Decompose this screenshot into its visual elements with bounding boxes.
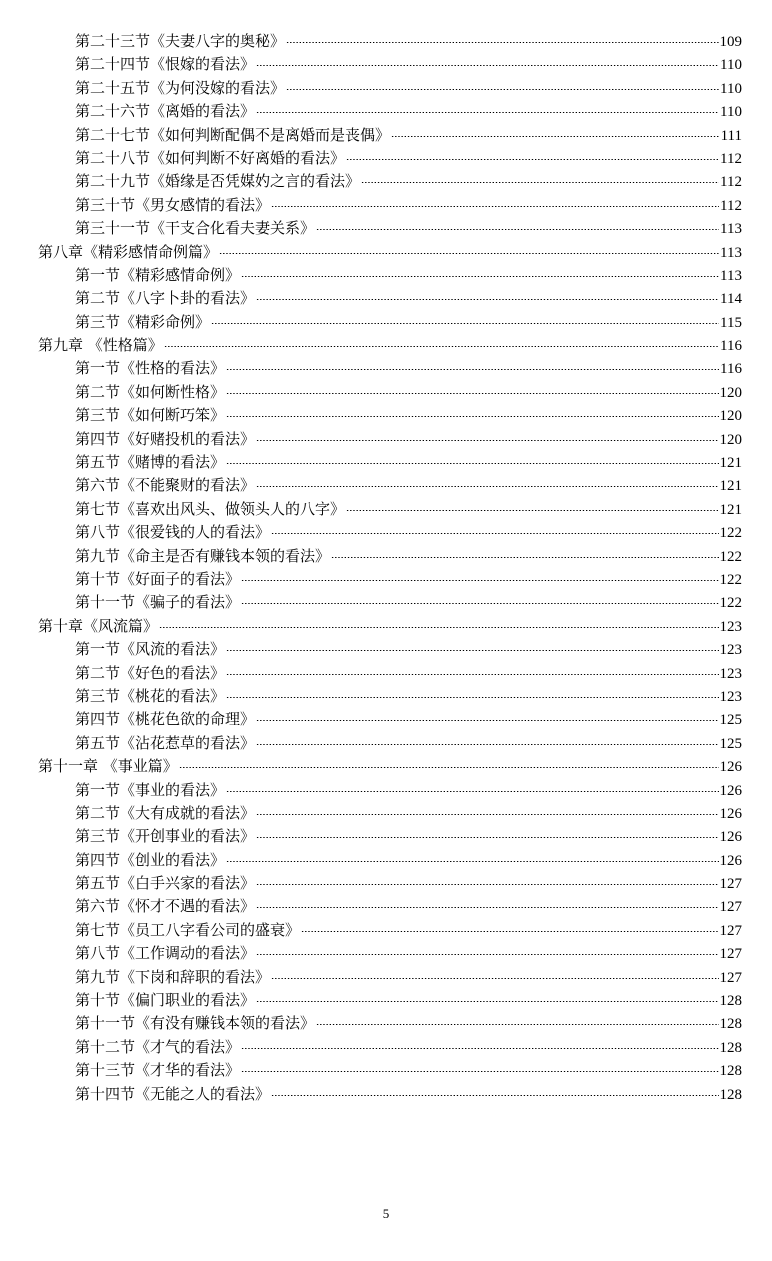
toc-entry-title: 第八节《工作调动的看法》 xyxy=(75,944,256,963)
toc-entry-title: 第二节《大有成就的看法》 xyxy=(75,803,256,822)
toc-chapter-row xyxy=(38,334,742,357)
toc-entry-page: 127 xyxy=(719,899,742,916)
toc-entry-page: 114 xyxy=(720,291,742,308)
toc-entry-title: 第二节《好色的看法》 xyxy=(75,663,226,682)
toc-section-row xyxy=(38,849,742,872)
toc-entry-title: 第二十九节《婚缘是否凭媒妁之言的看法》 xyxy=(75,172,361,191)
dot-leader xyxy=(256,744,718,745)
dot-leader xyxy=(256,907,718,908)
toc-section-row xyxy=(38,474,742,497)
toc-entry-page: 122 xyxy=(719,525,742,542)
dot-leader xyxy=(241,1048,718,1049)
toc-entry-page: 123 xyxy=(719,642,742,659)
toc-entry-page: 113 xyxy=(720,221,742,238)
dot-leader xyxy=(226,393,718,394)
toc-entry-title: 第七节《员工八字看公司的盛衰》 xyxy=(75,920,301,939)
toc-entry-page: 113 xyxy=(720,267,742,284)
toc-section-row xyxy=(38,779,742,802)
toc-section-row xyxy=(38,100,742,123)
dot-leader xyxy=(286,42,718,43)
toc-entry-title: 第五节《沾花惹草的看法》 xyxy=(75,733,256,752)
toc-entry-title: 第九节《命主是否有赚钱本领的看法》 xyxy=(75,546,331,565)
toc-section-row xyxy=(38,966,742,989)
toc-section-row xyxy=(38,919,742,942)
toc-entry-title: 第十一节《骗子的看法》 xyxy=(75,593,241,612)
toc-entry-title: 第二十五节《为何没嫁的看法》 xyxy=(75,78,286,97)
toc-entry-page: 112 xyxy=(720,174,742,191)
toc-entry-page: 128 xyxy=(719,1039,742,1056)
toc-section-row xyxy=(38,1083,742,1106)
toc-entry-page: 111 xyxy=(720,127,742,144)
toc-entry-title: 第十一章 《事业篇》 xyxy=(38,757,178,776)
toc-entry-title: 第三十节《男女感情的看法》 xyxy=(75,195,271,214)
toc-entry-title: 第一节《风流的看法》 xyxy=(75,640,226,659)
toc-entry-title: 第三节《如何断巧笨》 xyxy=(75,406,226,425)
toc-entry-page: 126 xyxy=(719,805,742,822)
toc-entry-title: 第二十六节《离婚的看法》 xyxy=(75,102,256,121)
toc-entry-page: 121 xyxy=(719,501,742,518)
dot-leader xyxy=(226,791,718,792)
toc-entry-title: 第九章 《性格篇》 xyxy=(38,336,163,355)
toc-entry-page: 126 xyxy=(719,829,742,846)
toc-entry-page: 121 xyxy=(719,478,742,495)
dot-leader xyxy=(226,650,718,651)
toc-section-row xyxy=(38,1012,742,1035)
dot-leader xyxy=(271,206,719,207)
toc-section-row xyxy=(38,685,742,708)
dot-leader xyxy=(271,978,718,979)
toc-entry-title: 第二节《如何断性格》 xyxy=(75,382,226,401)
toc-entry-title: 第七节《喜欢出风头、做领头人的八字》 xyxy=(75,499,346,518)
toc-entry-page: 122 xyxy=(719,595,742,612)
dot-leader xyxy=(361,182,719,183)
toc-section-row xyxy=(38,591,742,614)
toc-entry-title: 第十节《偏门职业的看法》 xyxy=(75,991,256,1010)
toc-entry-title: 第二十八节《如何判断不好离婚的看法》 xyxy=(75,148,346,167)
toc-section-row xyxy=(38,357,742,380)
dot-leader xyxy=(256,486,718,487)
toc-section-row xyxy=(38,217,742,240)
toc-section-row xyxy=(38,1036,742,1059)
toc-entry-page: 122 xyxy=(719,571,742,588)
toc-section-row xyxy=(38,381,742,404)
toc-section-row xyxy=(38,989,742,1012)
dot-leader xyxy=(271,533,718,534)
dot-leader xyxy=(226,463,718,464)
toc-entry-page: 120 xyxy=(719,384,742,401)
toc-entry-page: 120 xyxy=(719,431,742,448)
toc-section-row xyxy=(38,732,742,755)
toc-entry-title: 第二十三节《夫妻八字的奥秘》 xyxy=(75,32,286,50)
toc-section-row xyxy=(38,147,742,170)
dot-leader xyxy=(241,603,718,604)
toc-entry-title: 第八节《很爱钱的人的看法》 xyxy=(75,523,271,542)
toc-entry-page: 128 xyxy=(719,1016,742,1033)
toc-entry-title: 第九节《下岗和辞职的看法》 xyxy=(75,967,271,986)
toc-chapter-row xyxy=(38,615,742,638)
toc-entry-page: 125 xyxy=(719,712,742,729)
toc-section-row xyxy=(38,568,742,591)
toc-section-row xyxy=(38,170,742,193)
dot-leader xyxy=(271,1095,718,1096)
toc-entry-title: 第四节《好赌投机的看法》 xyxy=(75,429,256,448)
toc-entry-page: 109 xyxy=(719,34,742,50)
dot-leader xyxy=(179,767,719,768)
toc-entry-title: 第十节《好面子的看法》 xyxy=(75,569,241,588)
toc-entry-title: 第三十一节《干支合化看夫妻关系》 xyxy=(75,219,316,238)
toc-entry-title: 第十四节《无能之人的看法》 xyxy=(75,1084,271,1103)
toc-entry-title: 第一节《性格的看法》 xyxy=(75,359,226,378)
toc-entry-page: 110 xyxy=(720,80,742,97)
toc-entry-page: 123 xyxy=(719,688,742,705)
toc-entry-title: 第五节《赌博的看法》 xyxy=(75,453,226,472)
toc-entry-title: 第一节《事业的看法》 xyxy=(75,780,226,799)
toc-entry-page: 128 xyxy=(719,1086,742,1103)
toc-section-row xyxy=(38,311,742,334)
toc-section-row xyxy=(38,451,742,474)
dot-leader xyxy=(256,440,718,441)
toc-entry-page: 122 xyxy=(719,548,742,565)
toc-section-row xyxy=(38,802,742,825)
toc-section-row xyxy=(38,124,742,147)
dot-leader xyxy=(346,159,719,160)
dot-leader xyxy=(226,861,718,862)
toc-entry-page: 126 xyxy=(719,852,742,869)
toc-entry-title: 第三节《开创事业的看法》 xyxy=(75,827,256,846)
dot-leader xyxy=(256,954,718,955)
toc-entry-page: 110 xyxy=(720,57,742,74)
toc-entry-title: 第十二节《才气的看法》 xyxy=(75,1037,241,1056)
dot-leader xyxy=(256,884,718,885)
toc-entry-page: 116 xyxy=(720,361,742,378)
dot-leader xyxy=(241,276,719,277)
toc-section-row xyxy=(38,53,742,76)
dot-leader xyxy=(301,931,718,932)
dot-leader xyxy=(256,65,719,66)
toc-entry-page: 112 xyxy=(720,150,742,167)
toc-entry-title: 第十章《风流篇》 xyxy=(38,616,159,635)
dot-leader xyxy=(159,627,718,628)
toc-section-row xyxy=(38,521,742,544)
toc-section-row xyxy=(38,872,742,895)
toc-entry-page: 113 xyxy=(720,244,742,261)
dot-leader xyxy=(316,1024,718,1025)
toc-entry-page: 125 xyxy=(719,735,742,752)
toc-entry-title: 第四节《桃花色欲的命理》 xyxy=(75,710,256,729)
dot-leader xyxy=(256,837,718,838)
toc-section-row xyxy=(38,404,742,427)
dot-leader xyxy=(226,697,718,698)
toc-section-row xyxy=(38,498,742,521)
toc-entry-title: 第二节《八字卜卦的看法》 xyxy=(75,289,256,308)
toc-section-row xyxy=(38,428,742,451)
toc-chapter-row xyxy=(38,241,742,264)
toc-entry-title: 第六节《不能聚财的看法》 xyxy=(75,476,256,495)
dot-leader xyxy=(211,323,719,324)
toc-entry-page: 127 xyxy=(719,946,742,963)
toc-entry-page: 112 xyxy=(720,197,742,214)
dot-leader xyxy=(256,299,719,300)
toc-entry-page: 110 xyxy=(720,104,742,121)
table-of-contents xyxy=(38,30,742,1106)
dot-leader xyxy=(256,1001,718,1002)
toc-section-row xyxy=(38,942,742,965)
toc-entry-title: 第三节《桃花的看法》 xyxy=(75,686,226,705)
dot-leader xyxy=(286,89,719,90)
toc-section-row xyxy=(38,287,742,310)
dot-leader xyxy=(241,580,718,581)
toc-section-row xyxy=(38,825,742,848)
toc-entry-page: 127 xyxy=(719,969,742,986)
dot-leader xyxy=(256,112,719,113)
dot-leader xyxy=(391,136,720,137)
dot-leader xyxy=(331,557,718,558)
toc-entry-page: 120 xyxy=(719,408,742,425)
dot-leader xyxy=(256,814,718,815)
toc-entry-page: 116 xyxy=(720,338,742,355)
toc-section-row xyxy=(38,1059,742,1082)
toc-section-row xyxy=(38,638,742,661)
dot-leader xyxy=(316,229,719,230)
toc-entry-title: 第五节《白手兴家的看法》 xyxy=(75,874,256,893)
dot-leader xyxy=(226,369,719,370)
dot-leader xyxy=(346,510,718,511)
toc-entry-page: 126 xyxy=(719,759,742,776)
dot-leader xyxy=(164,346,719,347)
toc-entry-title: 第二十七节《如何判断配偶不是离婚而是丧偶》 xyxy=(75,125,391,144)
toc-section-row xyxy=(38,895,742,918)
dot-leader xyxy=(226,674,718,675)
toc-entry-page: 115 xyxy=(720,314,742,331)
toc-entry-title: 第八章《精彩感情命例篇》 xyxy=(38,242,219,261)
dot-leader xyxy=(219,253,719,254)
toc-section-row xyxy=(38,194,742,217)
toc-entry-title: 第六节《怀才不遇的看法》 xyxy=(75,897,256,916)
toc-entry-title: 第三节《精彩命例》 xyxy=(75,312,211,331)
toc-entry-page: 127 xyxy=(719,922,742,939)
toc-section-row xyxy=(38,264,742,287)
toc-section-row xyxy=(38,545,742,568)
toc-entry-page: 128 xyxy=(719,1063,742,1080)
toc-entry-page: 121 xyxy=(719,455,742,472)
toc-section-row xyxy=(38,30,742,53)
dot-leader xyxy=(226,416,718,417)
toc-section-row xyxy=(38,77,742,100)
toc-chapter-row xyxy=(38,755,742,778)
toc-entry-page: 123 xyxy=(719,665,742,682)
toc-section-row xyxy=(38,662,742,685)
toc-entry-page: 126 xyxy=(719,782,742,799)
toc-entry-title: 第十三节《才华的看法》 xyxy=(75,1061,241,1080)
toc-entry-title: 第十一节《有没有赚钱本领的看法》 xyxy=(75,1014,316,1033)
page-number: 5 xyxy=(382,1206,390,1221)
toc-entry-title: 第一节《精彩感情命例》 xyxy=(75,265,241,284)
toc-section-row xyxy=(38,708,742,731)
toc-entry-page: 127 xyxy=(719,876,742,893)
toc-entry-title: 第四节《创业的看法》 xyxy=(75,850,226,869)
toc-entry-title: 第二十四节《恨嫁的看法》 xyxy=(75,55,256,74)
dot-leader xyxy=(256,720,718,721)
toc-entry-page: 128 xyxy=(719,993,742,1010)
dot-leader xyxy=(241,1071,718,1072)
toc-entry-page: 123 xyxy=(719,618,742,635)
